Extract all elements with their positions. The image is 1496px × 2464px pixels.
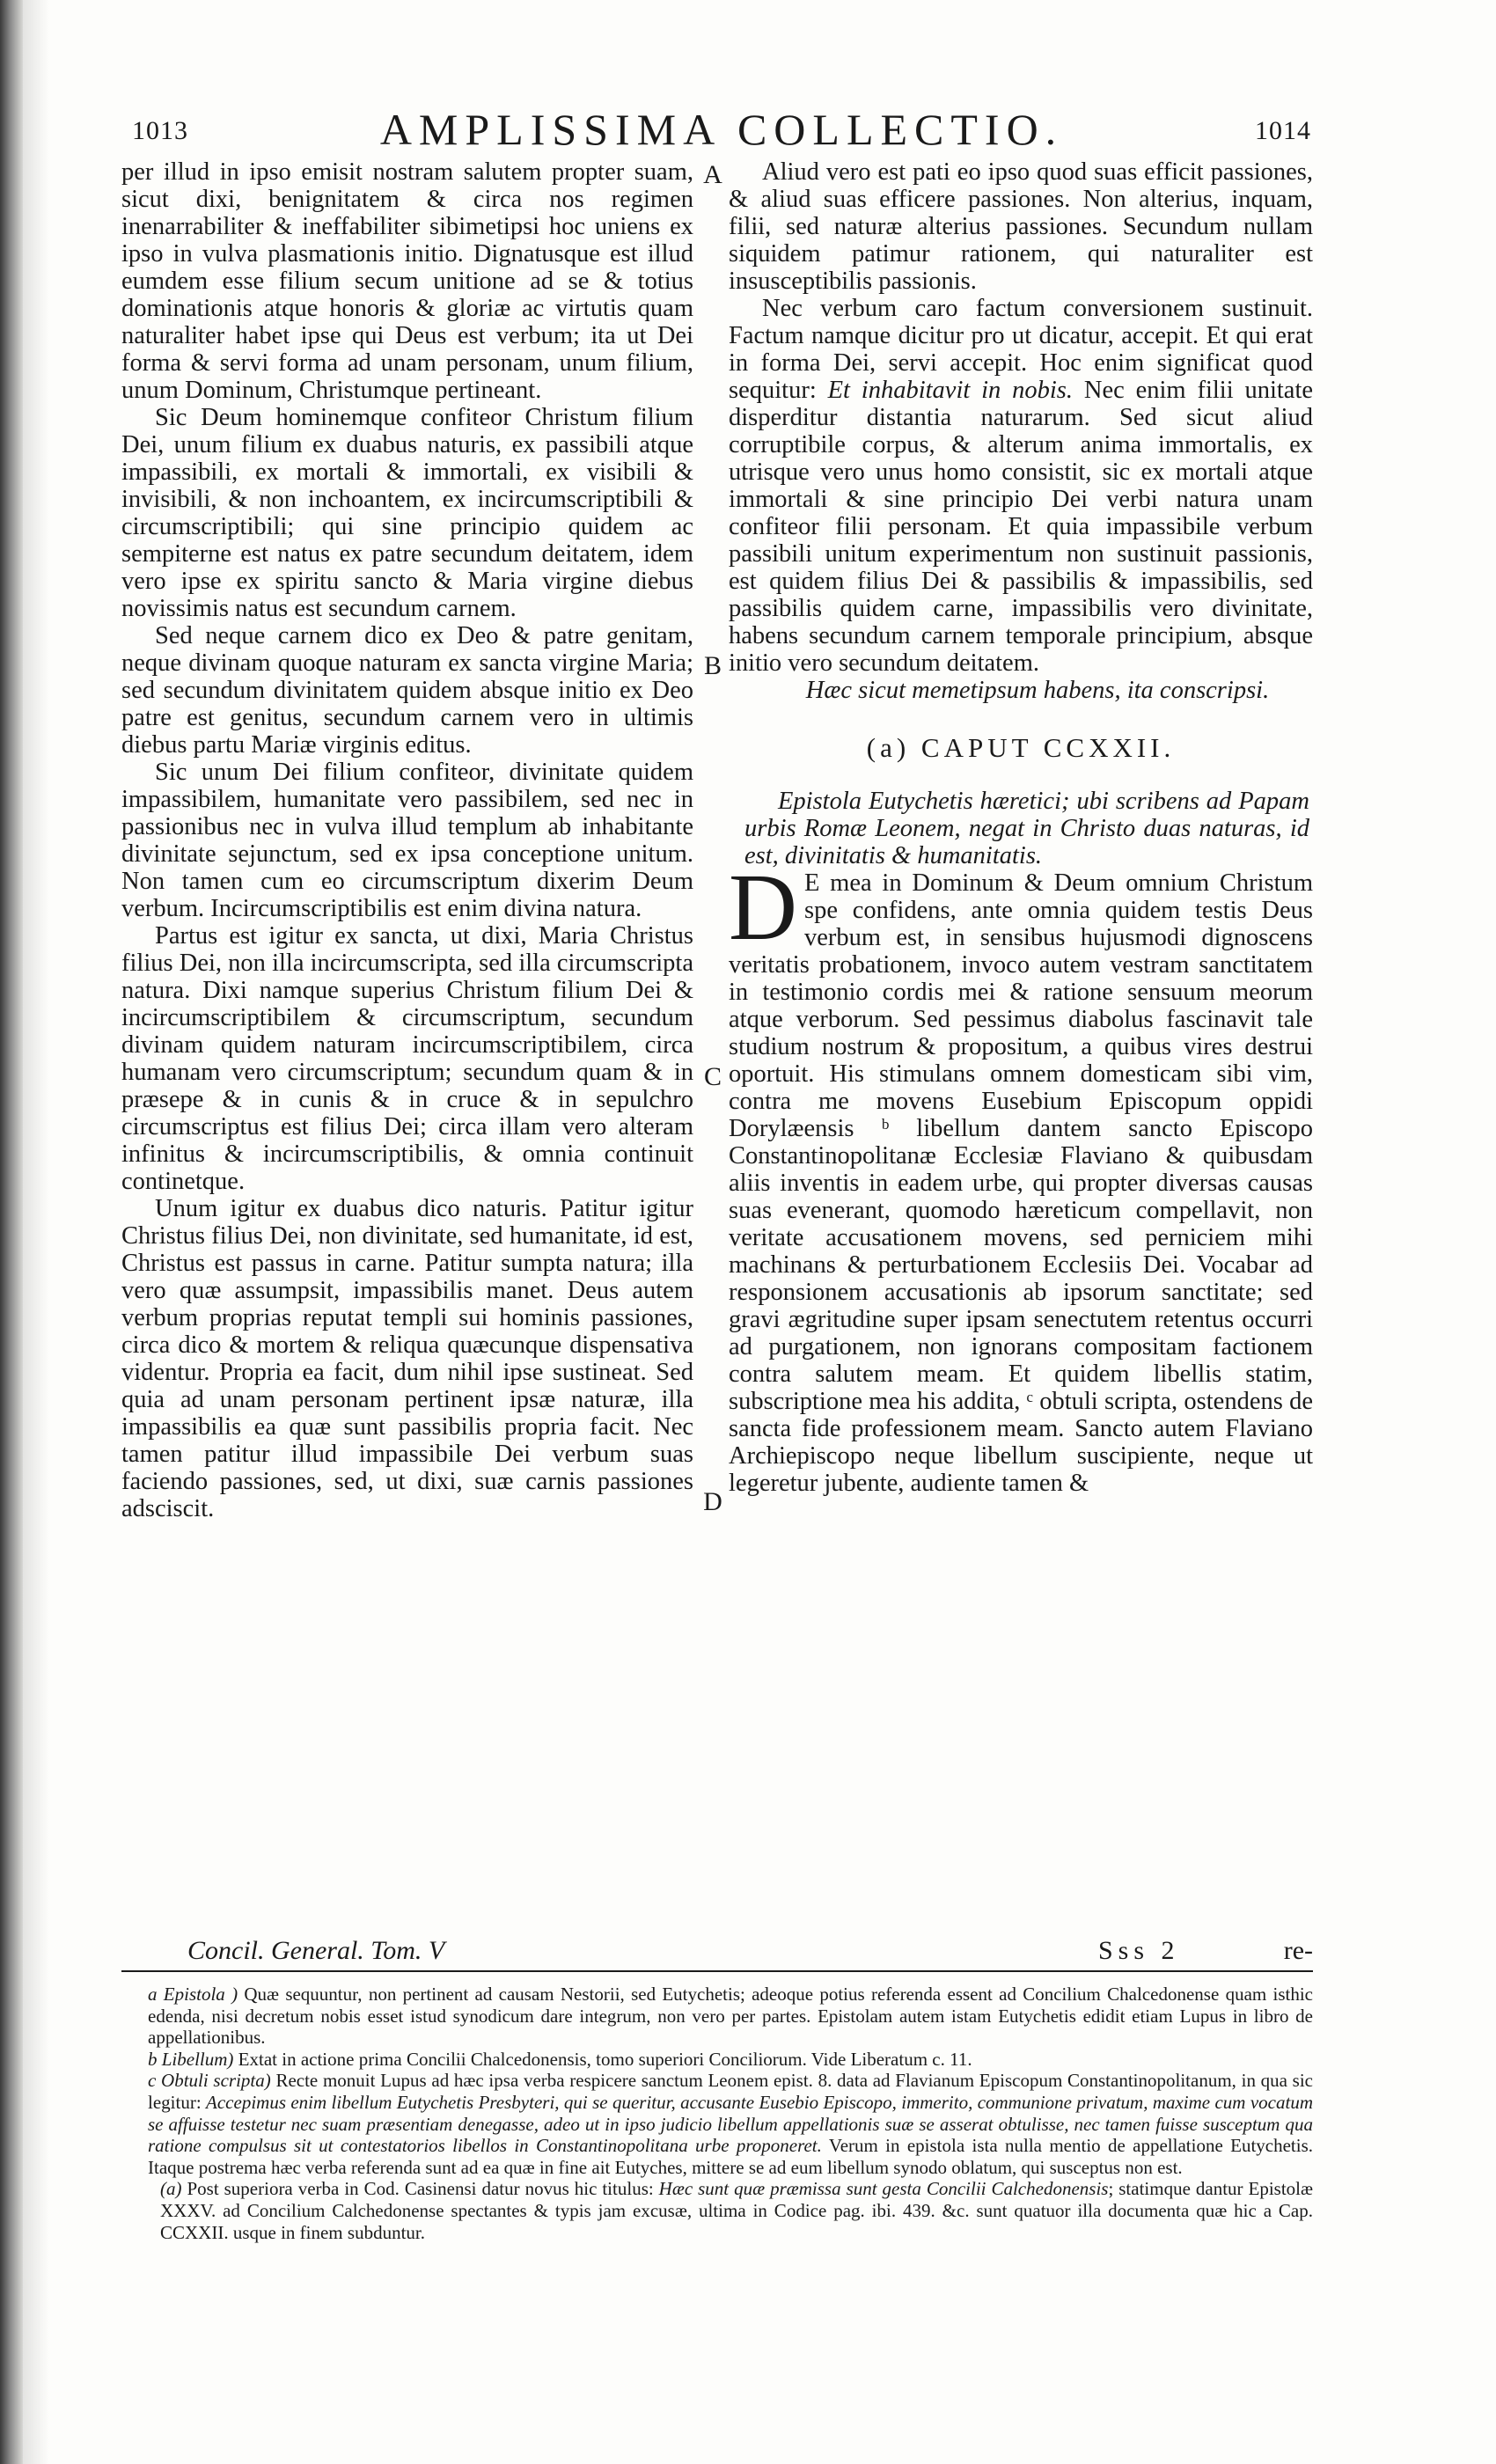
left-paragraph-6: Unum igitur ex duabus dico naturis. Patitur igitur Christus filius Dei, non divinitate, sed humanitate, id est, Christus est passus in carne. Patitur sumpta natura; illa vero quæ assumpsit, impassibilis manet. Deus autem verbum proprias reputat templi sui hominis passiones, circa dico & mortem & reliqua quæcunque dispensativa videntur. Propria ea facit, dum nihil ipse sustineat. Sed quia ad unam personam pertinent ipsæ naturæ, illa impassibilis ea quæ sunt passibilis propria facit. Nec tamen patitur illud impassibile Dei verbum suas faciendo passiones, sed, ut dixi, suæ carnis passiones adsciscit. (121, 1195, 693, 1522)
footnote-d-label: (a) (160, 2178, 182, 2200)
left-paragraph-1: per illud in ipso emisit nostram salutem propter suam, sicut dixi, benignitatem & circa nos regimen inenarrabiliter & ineffabiliter sibimetipsi hoc uniens ex ipso in vulva plasmationis initio. Dignatusque est illud eumdem esse filium secum unitione ad se & totius dominationis atque honoris & gloriæ ac virtutis quam naturaliter habet ipse qui Deus est verbum; ita ut Dei forma & servi forma ad unam personam, unum filium, unum Dominum, Christumque pertineant. (121, 158, 693, 404)
footnote-c-quote: Accepimus enim libellum Eutychetis Presbyteri, qui se queritur, accusante Eusebio Episcopo, immerito, communione privatum, maxime cum vocatum se affuisse testetur nec suam præsentiam denegasse, adeo ut in ipso judicio libellum appellationis suæ se asserat obtulisse, nec tamen fuisse susceptum qua ratione compulsus sit ut contestatorios libellos in Constantinopolitana urbe proponeret. (148, 2091, 1313, 2157)
footnote-d (148, 2178, 1313, 2243)
signature-line (121, 1936, 1313, 1966)
right-paragraph-2 (729, 295, 1313, 677)
margin-letter-a: A (703, 160, 722, 189)
footnote-b-text: Extat in actione prima Concilii Chalcedonensis, tomo superiori Conciliorum. Vide Liberatum c. 11. (238, 2048, 972, 2070)
book-spine-shadow (0, 0, 23, 2464)
left-paragraph-2: Sic Deum hominemque confiteor Christum filium Dei, unum filium ex duabus naturis, ex passibili atque impassibili, ex mortali & immortali, ex visibili & invisibili, & non inchoantem, ex incircumscriptibili & circumscriptibili; qui sine principio quidem ac sempiterne est natus ex patre secundum deitatem, idem vero ipse ex spiritu sancto & Maria virgine diebus novissimis natus est secundum carnem. (121, 404, 693, 622)
left-paragraph-3: Sed neque carnem dico ex Deo & patre genitam, neque divinam quoque naturam ex sancta virgine Maria; sed secundum divinitatem quidem absque initio ex Deo patre est genitus, secundum carnem vero in ultimis diebus partu Mariæ virginis editus. (121, 622, 693, 759)
footnote-c-text-2: Verum in epistola ista nulla mentio de appellatione Eutychetis. Itaque postrema hæc verba referenda sunt ad ea quæ in fine ait Eutyches, mittere se ad eum libellum synodo oblatum, qui susceptus non est. (148, 2135, 1314, 2178)
page-number-left: 1013 (132, 116, 188, 145)
letter-body (729, 855, 1313, 1497)
footnote-d-text-2: ; statimque dantur Epistolæ XXXV. ad Concilium Calchedonense spectantes & typis jam excusæ, ultima in Codice pag. ibi. 439. &c. sunt quatuor illa documenta quæ hic a Cap. CCXXII. usque in finem subduntur. (160, 2178, 1313, 2243)
footnote-c-text-1: Recte monuit Lupus ad hæc ipsa verba respicere sanctum Leonem epist. 8. data ad Flavianum Episcopum Constantinopolitanum, in qua sic legitur: (148, 2070, 1314, 2113)
footnote-rule (121, 1970, 1313, 1972)
footnote-c-label: c Obtuli scripta) (148, 2070, 271, 2092)
letter-body-text: E mea in Dominum & Deum omnium Christum spe confidens, ante omnia quidem testis Deus verbum est, in sensibus hujusmodi dignoscens veritatis probationem, invoco autem vestram sanctitatem in testimonio cordis mei & ratione sensuum meorum atque verborum. Sed pessimus diabolus fascinavit tale studium nostrum & propositum, a quibus vires destrui oportuit. His stimulans omnem domesticam sibi vim, contra me movens Eusebium Episcopum oppidi Dorylæensis ᵇ libellum dantem sancto Episcopo Constantinopolitanæ Ecclesiæ Flaviano & quibusdam aliis inventis in eadem urbe, qui propter diversas causas suas evenerant, quomodo hæreticum compellavit, non veritate accusationem movens, sed perniciem mihi machinans & perturbationem Ecclesiis Dei. Vocabar ad responsionem accusationis ab ipsorum sanctitate; sed gravi ægritudine super ipsam senectutem retentus occurri ad purgationem, non ignorans compositam factionem contra salutem meam. Et quidem libellis statim, subscriptione mea his addita, ᶜ obtuli scripta, ostendens de sancta fide professionem meam. Sancto autem Flaviano Archiepiscopo neque libellum suscipiente, neque ut legeretur jubente, audiente tamen & (729, 869, 1313, 1497)
footnote-b-label: b Libellum) (148, 2048, 234, 2070)
footnote-a-label: a Epistola ) (148, 1984, 238, 2005)
footnote-a-text: Quæ sequuntur, non pertinent ad causam Nestorii, sed Eutychetis; adeoque potius referenda essent ad Concilium Chalcedonense quam isthic edenda, nisi decretum nobis esset istud synodicum dare integrum, non vero per partes. Epistolam autem istam Eutychetis edidit etiam Lupus in libro de appellationibus. (148, 1984, 1314, 2049)
chapter-heading: (a) CAPUT CCXXII. (866, 732, 1176, 763)
running-title: AMPLISSIMA COLLECTIO. (379, 105, 1064, 154)
right-paragraph-1: Aliud vero est pati eo ipso quod suas efficit passiones, & aliud suas efficere passiones. Non alterius, inquam, filii, sed naturæ alterius passiones. Secundum nullam siquidem patimur rationem, qui naturaliter est insusceptibilis passionis. (729, 158, 1313, 295)
scripture-quote: Et inhabitavit in nobis. (827, 377, 1074, 404)
gathering-mark: Sss 2 (1098, 1936, 1180, 1965)
chapter-summary: Epistola Eutychetis hæretici; ubi scribens ad Papam urbis Romæ Leonem, negat in Christo duas naturas, id est, divinitatis & humanitatis. (744, 788, 1309, 869)
margin-letter-d: D (703, 1487, 722, 1516)
footnotes (148, 1984, 1313, 2243)
footnote-d-text-1: Post superiora verba in Cod. Casinensi datur novus hic titulus: (187, 2178, 654, 2200)
gutter-shadow (23, 0, 49, 2464)
margin-letter-c: C (703, 1062, 722, 1091)
left-paragraph-4: Sic unum Dei filium confiteor, divinitate quidem impassibilem, humanitate vero passibilem, sed nec in passionibus nec in vulva illud templum ab inhabitante divinitate sejunctum, sed ex ipsa conceptione unitum. Non tamen cum eo circumscriptum dixerim Deum verbum. Incircumscriptibilis est enim divina natura. (121, 759, 693, 922)
footnote-d-quote: Hæc sunt quæ præmissa sunt gesta Concilii Calchedonensis (658, 2178, 1109, 2200)
letter-closing: Hæc sicut memetipsum habens, ita conscripsi. (805, 677, 1270, 704)
page-number-right: 1014 (1255, 116, 1311, 145)
right-column (729, 158, 1313, 1497)
footnote-b (148, 2049, 1313, 2071)
right-paragraph-2-end: Nec enim filii unitate disperditur distantia naturarum. Sed sicut aliud corruptibile corpus, & alterum anima immortalis, ex utrisque vero unus homo consistit, sic ex mortali atque immortali & sine principio Dei verbi natura unam confiteor filii personam. Et quia impassibile verbum passibili unitum experimentum non sustinuit passionis, est quidem filius Dei & passibilis & impassibilis, sed passibilis quidem carne, impassibilis vero divinitate, habens secundum carnem temporale principium, absque initio vero secundum deitatem. (729, 377, 1314, 677)
right-paragraph-2-start: Nec verbum caro factum conversionem sustinuit. Factum namque dicitur pro ut dicatur, accepit. Et qui erat in forma Dei, servi accepit. Hoc enim significat quod sequitur: (729, 295, 1313, 404)
left-paragraph-5: Partus est igitur ex sancta, ut dixi, Maria Christus filius Dei, non illa incircumscripta, sed illa circumscripta natura. Dixi namque superius Christum filium Dei & incircumscriptibilem & circumscriptum, secundum divinam quidem naturam incircumscriptibilem, circa humanam vero circumscriptum; secundum quam & in præsepe & in cunis & in cruce & in sepulchro circumscriptus est filius Dei; circa illam vero alteram infinitus & incircumscriptibilis, & omnia continuit continetque. (121, 922, 693, 1195)
page-header (132, 104, 1311, 157)
footnote-c (148, 2070, 1313, 2178)
left-column (121, 158, 693, 1522)
catchword: re- (1283, 1936, 1313, 1965)
margin-letter-b: B (703, 651, 722, 680)
drop-cap: D (729, 855, 797, 960)
footnote-a (148, 1984, 1313, 2049)
volume-signature: Concil. General. Tom. V (187, 1936, 445, 1965)
